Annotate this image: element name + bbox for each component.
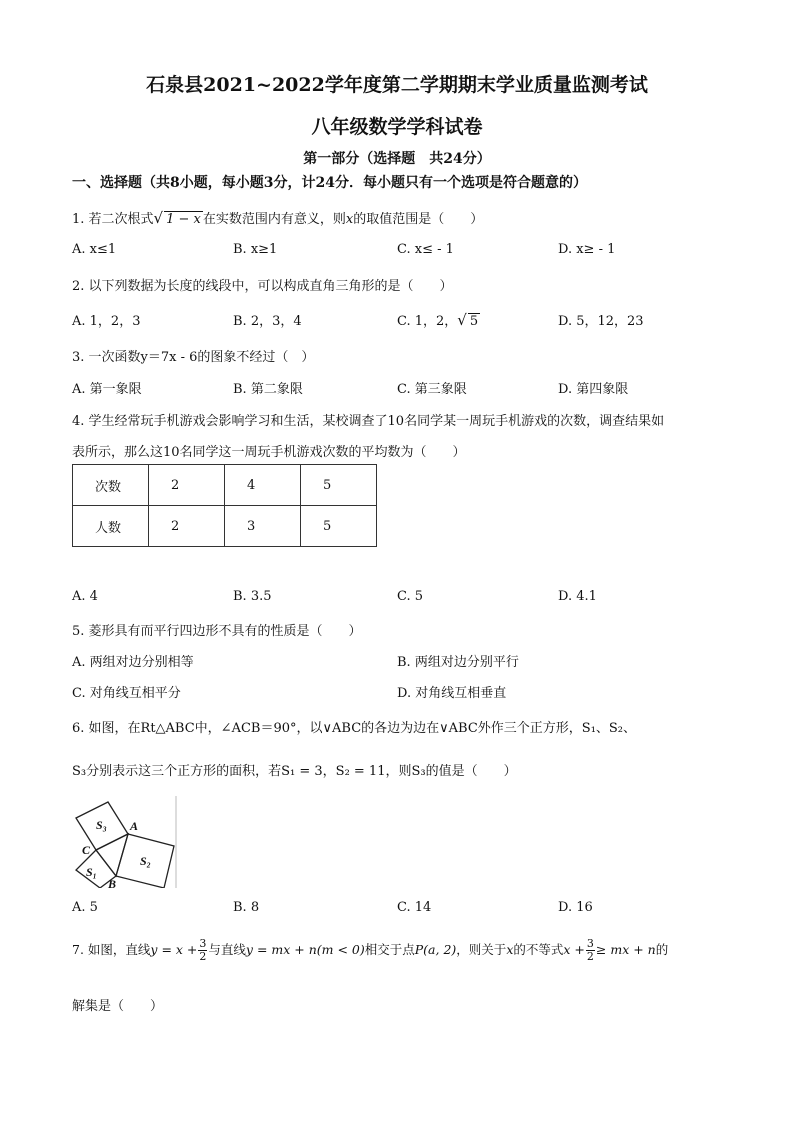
q7-line-equation: y = x + (150, 942, 198, 957)
q2-option-b: B. 2，3，4 (233, 314, 302, 329)
label-b: B (108, 877, 117, 888)
squares-figure (70, 796, 182, 888)
q6-option-a: A. 5 (72, 900, 98, 915)
fraction (586, 938, 595, 963)
triangle-abc (96, 834, 128, 876)
q5-option-b: B. 两组对边分别平行 (397, 655, 519, 670)
q7-var: x (506, 942, 514, 957)
q7-suffix: 的 (655, 942, 669, 957)
q6-option-b: B. 8 (233, 900, 260, 915)
q3-option-a: A. 第一象限 (72, 382, 142, 397)
q1-option-b: B. x≥1 (233, 242, 278, 257)
table-row (73, 465, 377, 506)
q3-option-b: B. 第二象限 (233, 382, 303, 397)
table-cell: 5 (301, 506, 377, 547)
table-cell: 次数 (73, 465, 149, 506)
exam-title: 石泉县2021~2022学年度第二学期期末学业质量监测考试 (146, 74, 648, 96)
question-3: 3. 一次函数y＝7x - 6的图象不经过（ ） (72, 350, 315, 365)
label-s3: S₃ (96, 818, 107, 832)
question-7-line-1 (72, 938, 668, 963)
fraction-numerator: 3 (199, 937, 207, 950)
q3-option-c: C. 第三象限 (397, 382, 467, 397)
frequency-table (72, 464, 377, 547)
radical-sign: √ (153, 209, 164, 227)
section-heading: 一、选择题（共8小题，每小题3分，计24分．每小题只有一个选项是符合题意的） (72, 175, 587, 191)
q7-text-mid2: 相交于点 (364, 942, 415, 957)
label-a: A (130, 819, 139, 833)
q7-point: P(a, 2) (414, 942, 457, 957)
part-heading: 第一部分（选择题 共24分） (303, 151, 491, 167)
q1-text-a: 在实数范围内有意义，则 (202, 212, 346, 227)
q6-option-d: D. 16 (558, 900, 593, 915)
label-c: C (82, 843, 91, 857)
q7-text-mid: 与直线 (208, 942, 246, 957)
q1-text-b: 的取值范围是（ ） (353, 212, 484, 227)
q5-option-d: D. 对角线互相垂直 (397, 686, 507, 701)
q1-option-c: C. x≤ - 1 (397, 242, 454, 257)
q1-radicand: 1 − x (166, 212, 201, 227)
q4-option-a: A. 4 (72, 589, 98, 604)
question-5: 5. 菱形具有而平行四边形不具有的性质是（ ） (72, 624, 362, 639)
question-4-line-2: 表所示，那么这10名同学这一周玩手机游戏次数的平均数为（ ） (72, 445, 466, 460)
fraction (198, 938, 207, 963)
table-cell: 2 (149, 465, 225, 506)
label-s1: S₁ (86, 865, 97, 879)
q2-option-d: D. 5，12，23 (558, 314, 644, 329)
q5-option-a: A. 两组对边分别相等 (72, 655, 194, 670)
q1-prefix: 1. 若二次根式 (72, 212, 154, 227)
q2-option-c (397, 310, 480, 329)
table-cell: 人数 (73, 506, 149, 547)
q1-var: x (345, 212, 354, 227)
question-1 (72, 208, 483, 227)
q3-option-d: D. 第四象限 (558, 382, 629, 397)
q4-option-b: B. 3.5 (233, 589, 272, 604)
q2-option-c-radicand: 5 (469, 314, 479, 329)
q7-prefix: 7. 如图，直线 (72, 942, 151, 957)
fraction-numerator: 3 (586, 937, 594, 950)
q5-option-c: C. 对角线互相平分 (72, 686, 181, 701)
q4-option-d: D. 4.1 (558, 589, 597, 604)
q2-option-c-text: C. 1，2， (397, 314, 458, 329)
table-cell: 3 (225, 506, 301, 547)
q6-option-c: C. 14 (397, 900, 432, 915)
q1-option-d: D. x≥ - 1 (558, 242, 616, 257)
exam-subtitle: 八年级数学学科试卷 (311, 116, 483, 138)
label-s2: S₂ (140, 854, 151, 868)
question-7-line-2: 解集是（ ） (72, 999, 164, 1014)
question-6-line-1: 6. 如图，在Rt△ABC中，∠ACB＝90°，以∨ABC的各边为边在∨ABC外作三个正方形，S₁、S₂、 (72, 721, 637, 736)
q2-option-a: A. 1，2，3 (72, 314, 141, 329)
q1-option-a: A. x≤1 (72, 242, 117, 257)
q7-inequality-right: ≥ mx + n (595, 942, 656, 957)
q7-line-equation-2: y = mx + n(m < 0) (245, 942, 365, 957)
question-6-line-2: S₃分别表示这三个正方形的面积，若S₁ = 3，S₂ = 11，则S₃的值是（ ） (72, 764, 517, 779)
table-cell: 4 (225, 465, 301, 506)
radical-sign: √ (457, 311, 467, 329)
q7-inequality-left: x + (563, 942, 585, 957)
table-cell: 5 (301, 465, 377, 506)
fraction-denominator: 2 (199, 950, 207, 963)
question-4-line-1: 4. 学生经常玩手机游戏会影响学习和生活，某校调查了10名同学某一周玩手机游戏的次数，调查结果如 (72, 414, 665, 429)
q7-text-mid3: ，则关于 (456, 942, 507, 957)
q7-text-mid4: 的不等式 (513, 942, 564, 957)
q4-option-c: C. 5 (397, 589, 424, 604)
question-2: 2. 以下列数据为长度的线段中，可以构成直角三角形的是（ ） (72, 279, 453, 294)
table-row (73, 506, 377, 547)
fraction-denominator: 2 (586, 950, 594, 963)
table-cell: 2 (149, 506, 225, 547)
